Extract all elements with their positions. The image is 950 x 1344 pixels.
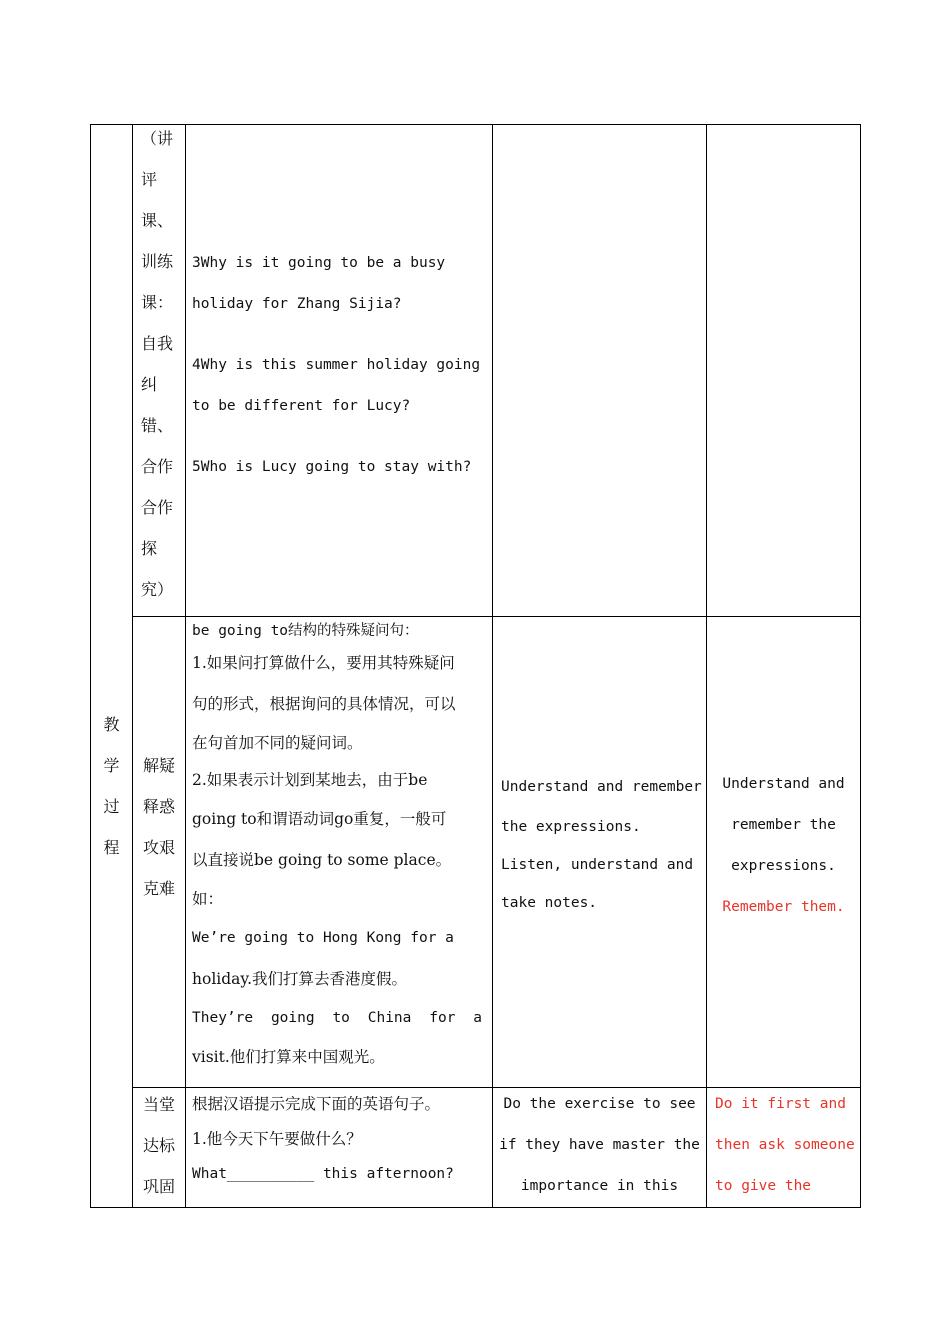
student-activity-cell bbox=[493, 617, 707, 1088]
fill-blank-sentence: What__________ this afternoon? bbox=[192, 1166, 454, 1182]
teacher-activity-cell bbox=[707, 1088, 861, 1208]
questions-list bbox=[192, 243, 488, 488]
content-cell bbox=[186, 1088, 493, 1208]
teacher-activity: Do it first and then ask someone to give the bbox=[715, 1096, 855, 1194]
student-activity-cell bbox=[493, 125, 707, 617]
grammar-notes: be going to结构的特殊疑问句： 1.如果问打算做什么，要用其特殊疑问 句的形式，根据询问的具体情况，可以 在句首加不同的疑问词。 2.如果表示计划到某地去，由于be going to和谓语动词go重复，一般可 以直接说be going to some place。 如： We’re going to Hong Kong for a holiday.我们打算去香港度假。 They’re going to China for a visit.他们打算来中国观光。 bbox=[192, 619, 488, 1078]
teacher-activity-cell bbox=[707, 617, 861, 1088]
table-row bbox=[91, 1088, 861, 1208]
question-4: 4Why is this summer holiday going bbox=[192, 357, 481, 373]
content-cell bbox=[186, 617, 493, 1088]
table-row bbox=[91, 617, 861, 1088]
teacher-activity: Understand and remember the expressions. Remember them. bbox=[707, 764, 860, 928]
exercise: 根据汉语提示完成下面的英语句子。 1.他今天下午要做什么？ What__________ this afternoon? bbox=[192, 1087, 488, 1192]
question-3-cont: holiday for Zhang Sijia? bbox=[192, 296, 402, 312]
stage-cell bbox=[133, 125, 186, 617]
table-row bbox=[91, 125, 861, 617]
stage-cell bbox=[133, 1088, 186, 1208]
teacher-activity-cell bbox=[707, 125, 861, 617]
teacher-emphasis: Remember them. bbox=[722, 899, 845, 915]
student-activity: Do the exercise to see if they have master the importance in this bbox=[499, 1096, 700, 1194]
side-label: 教 学 过 程 bbox=[103, 715, 120, 857]
question-4-cont: to be different for Lucy? bbox=[192, 398, 411, 414]
question-3: 3Why is it going to be a busy bbox=[192, 255, 446, 271]
question-5: 5Who is Lucy going to stay with? bbox=[192, 459, 472, 475]
side-label-cell bbox=[91, 125, 133, 1208]
lesson-plan-table bbox=[90, 124, 861, 1208]
student-activity: Understand and remember the expressions. Listen, understand and take notes. bbox=[501, 779, 702, 911]
student-activity-cell bbox=[493, 1088, 707, 1208]
grammar-title: be going to结构的特殊疑问句： bbox=[192, 623, 419, 639]
stage-label: 解疑 释惑 攻艰 克难 bbox=[142, 756, 175, 898]
content-cell bbox=[186, 125, 493, 617]
stage-label: （讲 评 课、 训练 课： 自我 纠 错、 合作 合作 探 究） bbox=[141, 129, 174, 599]
stage-cell bbox=[133, 617, 186, 1088]
stage-label: 当堂 达标 巩固 bbox=[142, 1095, 175, 1196]
